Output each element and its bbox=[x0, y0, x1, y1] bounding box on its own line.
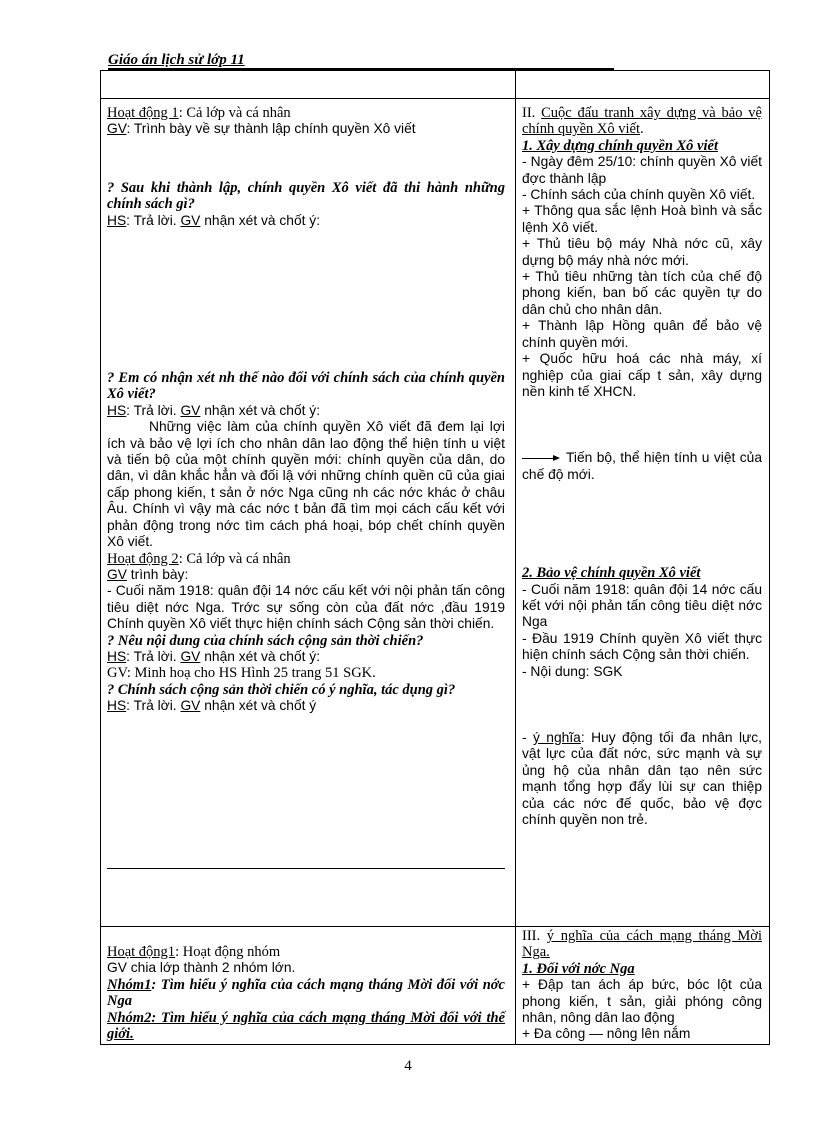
gv-illustration: GV: Minh hoạ cho HS Hình 25 trang 51 SGK. bbox=[107, 665, 376, 682]
subsection-1-title: 1. Xây dựng chính quyền Xô viết bbox=[522, 137, 718, 154]
row-divider-top bbox=[100, 98, 770, 99]
arrow-icon bbox=[522, 458, 558, 459]
row-divider-bottom bbox=[100, 926, 770, 927]
group-1-label: Nhóm1 bbox=[107, 976, 152, 993]
question-4: ? Chính sách cộng sản thời chiến có ý nghĩa, tác dụng gì? bbox=[107, 681, 456, 698]
group-2-label: Nhóm2 bbox=[107, 1009, 152, 1026]
section-3-title: ý nghĩa của cách mạng tháng Mời Nga. bbox=[522, 928, 762, 961]
subsection-3-title: 1. Đối với nớc Nga bbox=[522, 960, 635, 977]
significance-label: ý nghĩa bbox=[533, 729, 581, 745]
left-separator-rule bbox=[107, 868, 505, 869]
commentary-paragraph: Những việc làm của chính quyền Xô viết đã đem lại lợi ích và bảo vệ lợi ích cho nhân dân lao động thể hiện tính u việt và tiến bộ của một chính quyền mới: chính quyền của dân, do dân, vì dân khắc hẳn và đối lậ với những chính quền cũ của giai cấp phong kiến, t sản ở nớc Nga cũng nh các nớc khác ở châu Âu. Chính vì vậy mà các nớc t bản đã tìm mọi cách cấu kết với phản động trong nớc tìm cách phá hoại, bóp chết chính quyền Xô viết. bbox=[107, 419, 505, 550]
page-header-title: Giáo án lịch sử lớp 11 bbox=[108, 52, 245, 68]
subsection-2-title: 2. Bảo vệ chính quyền Xô viết bbox=[522, 565, 701, 582]
page-number: 4 bbox=[404, 1058, 412, 1074]
question-3: ? Nêu nội dung của chính sách cộng sản thời chiến? bbox=[107, 632, 424, 649]
section-2-title: Cuộc đấu tranh xây dựng và bảo vệ chính quyền Xô viết bbox=[522, 105, 762, 138]
activity-1-label: Hoạt động 1 bbox=[107, 105, 179, 121]
activity-2-label: Hoạt động 2 bbox=[107, 550, 179, 567]
column-divider bbox=[515, 70, 516, 1045]
question-1: ? Sau khi thành lập, chính quyền Xô viết đã thi hành những chính sách gì? bbox=[107, 179, 505, 213]
left-column-bottom: Hoạt động1: Hoạt động nhóm GV chia lớp thành 2 nhóm lớn. Nhóm1: Tìm hiểu ý nghĩa của cách mạng tháng Mời đối với nớc Nga Nhóm2: Tìm hiểu ý nghĩa của cách mạng tháng Mời đối với thế giới. bbox=[107, 944, 505, 1043]
gv-label: GV bbox=[107, 121, 127, 137]
left-column: Hoạt động 1: Cả lớp và cá nhân GV: Trình bày về sự thành lập chính quyền Xô viết ? Sau khi thành lập, chính quyền Xô viết đã thi hành những chính sách gì? HS: Trả lời. GV nhận xét và chốt ý: ? Em có nhận xét nh thế nào đối với chính sách của chính quyền Xô viết? HS: Trả lời. GV nhận xét và chốt ý: Những việc làm của chính quyền Xô viết đã đem lại lợi ích và bảo vệ lợi ích cho nhân dân lao động thể hiện tính u việt và tiến bộ của một chính quyền mới: chính quyền của dân, do dân, vì dân khắc hẳn và đối lậ với những chính quền cũ của giai cấp phong kiến, t sản ở nớc Nga cũng nh các nớc khác ở châu Âu. Chính vì vậy mà các nớc t bản đã tìm mọi cách cấu kết với phản động trong nớc tìm cách phá hoại, bóp chết chính quyền Xô viết. Hoạt động 2: Cả lớp và cá nhân GV trình bày: - Cuối năm 1918: quân đội 14 nớc cấu kết với nội phản tấn công tiêu diệt nớc Nga. Trớc sự sống còn của đất nớc ,đầu 1919 Chính quyền Xô viết thực hiện chính sách Cộng sản thời chiến. ? Nêu nội dung của chính sách cộng sản thời chiến? HS: Trả lời. GV nhận xét và chốt ý: GV: Minh hoạ cho HS Hình 25 trang 51 SGK. ? Chính sách cộng sản thời chiến có ý nghĩa, tác dụng gì? HS: Trả lời. GV nhận xét và chốt ý bbox=[107, 105, 505, 714]
war-communism-intro: - Cuối năm 1918: quân đội 14 nớc cấu kết với nội phản tấn công tiêu diệt nớc Nga. Trớc sự sống còn của đất nớc ,đầu 1919 Chính quyền Xô viết thực hiện chính sách Cộng sản thời chiến. bbox=[107, 583, 505, 632]
question-2: ? Em có nhận xét nh thế nào đối với chính sách của chính quyền Xô viết? bbox=[107, 370, 505, 403]
activity-group-label: Hoạt động1 bbox=[107, 944, 176, 960]
right-column: II. Cuộc đấu tranh xây dựng và bảo vệ chính quyền Xô viết. 1. Xây dựng chính quyền Xô viết - Ngày đêm 25/10: chính quyền Xô viết đợc thành lập - Chính sách của chính quyền Xô viết. + Thông qua sắc lệnh Hoà bình và sắc lệnh Xô viết. + Thủ tiêu bộ máy Nhà nớc cũ, xây dựng bộ máy nhà nớc mới. + Thủ tiêu những tàn tích của chế độ phong kiến, ban bố các quyền tự do dân chủ cho nhân dân. + Thành lập Hồng quân để bảo vệ chính quyền mới. + Quốc hữu hoá các nhà máy, xí nghiệp của giai cấp t sản, xây dựng nền kinh tế XHCN. Tiến bộ, thể hiện tính u việt của chế độ mới. 2. Bảo vệ chính quyền Xô viết - Cuối năm 1918: quân đội 14 nớc cấu kết với nội phản tấn công tiêu diệt nớc Nga - Đầu 1919 Chính quyền Xô viết thực hiện chính sách Cộng sản thời chiến. - Nội dung: SGK - ý nghĩa: Huy động tối đa nhân lực, vật lực của đất nớc, sức mạnh và sự ủng hộ của nhân dân tạo nên sức mạnh tổng hợp đẩy lùi sự can thiệp của các nớc đế quốc, bảo vệ đợc chính quyền non trẻ. bbox=[522, 105, 762, 827]
right-column-bottom: III. ý nghĩa của cách mạng tháng Mời Nga. 1. Đối với nớc Nga + Đập tan ách áp bức, bóc lột của phong kiến, t sản, giải phóng công nhân, nông dân lao động + Đa công — nông lên nắm bbox=[522, 928, 762, 1042]
